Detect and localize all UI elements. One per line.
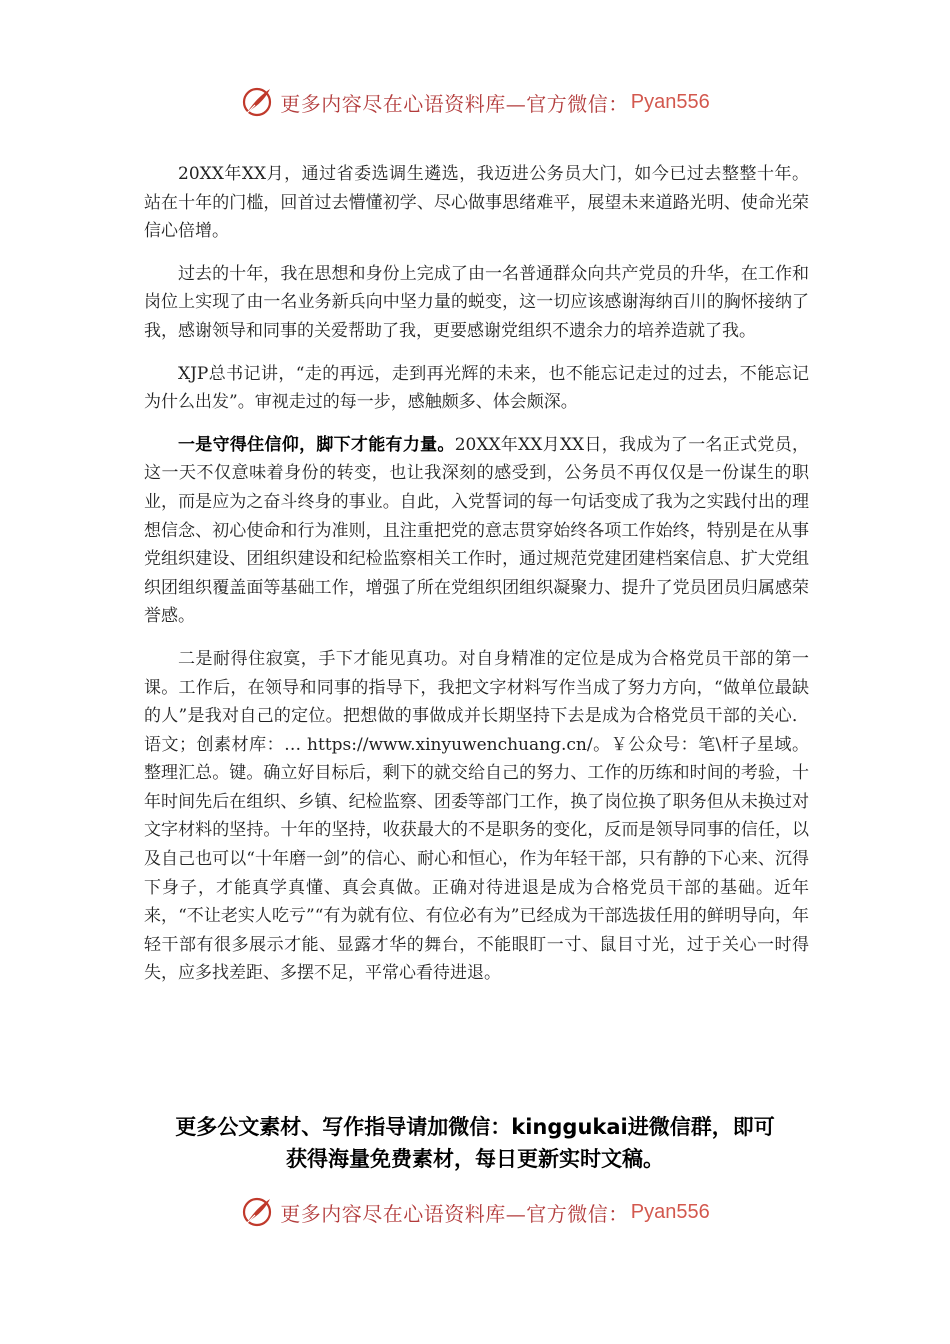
paragraph-5 xyxy=(144,645,809,988)
banner-text: 更多内容尽在心语资料库—官方微信： xyxy=(280,1201,629,1226)
footer-banner xyxy=(0,1192,950,1232)
header-banner xyxy=(0,82,950,122)
paragraph-1 xyxy=(144,160,809,246)
paragraph-text: 过去的十年，我在思想和身份上完成了由一名普通群众向共产党员的升华，在工作和岗位上实现了由一名业务新兵向中坚力量的蜕变，这一切应该感谢海纳百川的胸怀接纳了我，感谢领导和同事的关爱帮助了我，更要感谢党组织不遗余力的培养造就了我。 xyxy=(144,263,809,341)
promo-line-2: 获得海量免费素材，每日更新实时文稿。 xyxy=(286,1147,664,1171)
banner-wechat-id: Pyan556 xyxy=(630,90,710,113)
paragraph-3 xyxy=(144,360,809,417)
promo-note xyxy=(120,1111,830,1175)
promo-line-1: 更多公文素材、写作指导请加微信：kinggukai进微信群，即可 xyxy=(175,1115,775,1139)
paragraph-2 xyxy=(144,260,809,346)
document-body xyxy=(144,160,809,1002)
paragraph-text: 20XX年XX月，通过省委选调生遴选，我迈进公务员大门，如今已过去整整十年。站在十年的门槛，回首过去懵懂初学、尽心做事思绪难平，展望未来道路光明、使命光荣信心倍增。 xyxy=(144,164,809,242)
paragraph-text: 二是耐得住寂寞，手下才能见真功。对自身精准的定位是成为合格党员干部的第一课。工作后，在领导和同事的指导下，我把文字材料写作当成了努力方向，“做单位最缺的人”是我对自己的定位。把想做的事做成并长期坚持下去是成为合格党员干部的关心．语文；创素材库：… https://www.xinyuwenchuang.cn/。￥公众号：笔\杆子星域。整理汇总。键。确立好目标后，剩下的就交给自己的努力、工作的历练和时间的考验，十年时间先后在组织、乡镇、纪检监察、团委等部门工作，换了岗位换了职务但从未换过对文字材料的坚持。十年的坚持，收获最大的不是职务的变化，反而是领导同事的信任，以及自己也可以“十年磨一剑”的信心、耐心和恒心，作为年轻干部，只有静的下心来、沉得下身子，才能真学真懂、真会真做。正确对待进退是成为合格党员干部的基础。近年来，“不让老实人吃亏”“有为就有位、有位必有为”已经成为干部选拔任用的鲜明导向，年轻干部有很多展示才能、显露才华的舞台，不能眼盯一寸、鼠目寸光，过于关心一时得失，应多找差距、多摆不足，平常心看待进退。 xyxy=(144,648,809,984)
banner-wechat-id: Pyan556 xyxy=(630,1200,710,1223)
banner-text: 更多内容尽在心语资料库—官方微信： xyxy=(280,91,629,116)
paragraph-lead: 一是守得住信仰，脚下才能有力量。 xyxy=(178,434,455,455)
quill-logo-icon xyxy=(240,1195,274,1229)
paragraph-4 xyxy=(144,431,809,631)
paragraph-text: 20XX年XX月XX日，我成为了一名正式党员，这一天不仅意味着身份的转变，也让我深刻的感受到，公务员不再仅仅是一份谋生的职业，而是应为之奋斗终身的事业。自此，入党誓词的每一句话变成了我为之实践付出的理想信念、初心使命和行为准则，且注重把党的意志贯穿始终各项工作始终，特别是在从事党组织建设、团组织建设和纪检监察相关工作时，通过规范党建团建档案信息、扩大党组织团组织覆盖面等基础工作，增强了所在党组织团组织凝聚力、提升了党员团员归属感荣誉感。 xyxy=(144,434,810,627)
paragraph-text: XJP总书记讲，“走的再远，走到再光辉的未来，也不能忘记走过的过去，不能忘记为什么出发”。审视走过的每一步，感触颇多、体会颇深。 xyxy=(144,363,809,413)
quill-logo-icon xyxy=(240,85,274,119)
